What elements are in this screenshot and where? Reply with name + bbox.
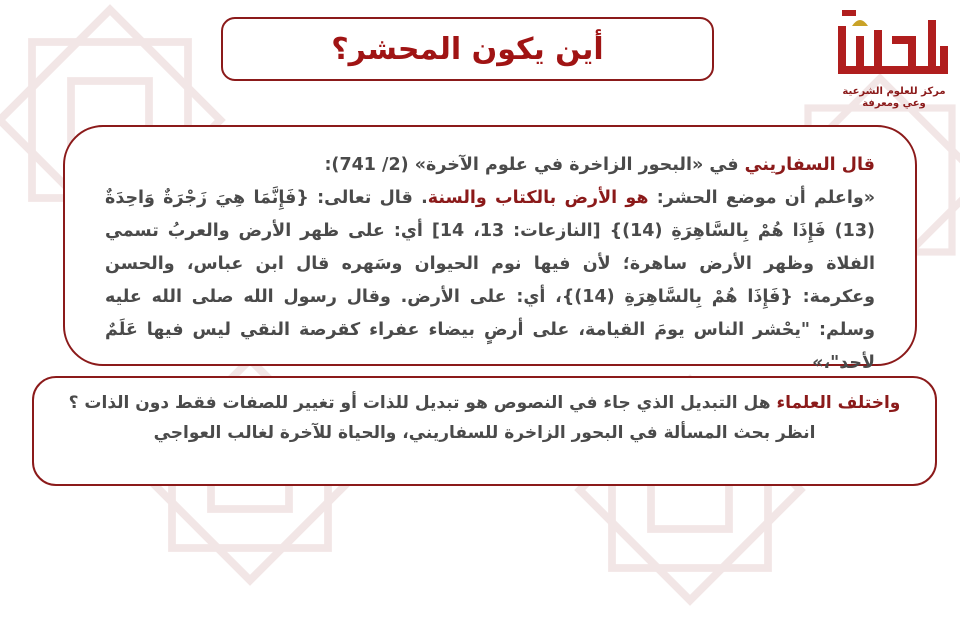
quote-body: . قال تعالى: {فَإِنَّمَا هِيَ زَجْرَةٌ وَاحِدَةٌ (13) فَإِذَا هُمْ بِالسَّاهِرَةِ (14)} [النازعات: 13، 14] أي: على ظهر الأرض والعربُ تسمي الفلاة وظهر الأرض ساهرة؛ لأن فيها نوم الحيوان وسَهره قال ابن عباس، والحسن وعكرمة: {فَإِذَا هُمْ بِالسَّاهِرَةِ (14)}، أي: على الأرض. وقال رسول الله صلى الله عليه وسلم: "يحْشر الناس يومَ القيامة، على أرضٍ بيضاء عفراء كقرصة النقي ليس فيها عَلَمٌ لأحد"،» xyxy=(105,188,875,373)
page-title: أين يكون المحشر؟ xyxy=(331,31,604,67)
quote-highlight: هو الأرض بالكتاب والسنة xyxy=(427,188,649,208)
quote-intro-highlight: قال السفاريني xyxy=(744,155,875,175)
note-box xyxy=(32,376,937,486)
logo-mark-icon xyxy=(832,6,956,86)
note-highlight: واختلف العلماء xyxy=(776,393,901,413)
logo-subtitle-line-1: مركز للعلوم الشرعية xyxy=(842,86,946,97)
note-text: هل التبديل الذي جاء في النصوص هو تبديل للذات أو تغيير للصفات فقط دون الذات ؟ xyxy=(68,393,777,413)
logo-subtitle-line-2: وعي ومعرفة xyxy=(862,98,926,109)
quote-intro-text: في «البحور الزاخرة في علوم الآخرة» (2/ 741): xyxy=(324,155,745,175)
quote-box xyxy=(63,125,917,373)
note-reference: انظر بحث المسألة في البحور الزاخرة للسفاريني، والحياة للآخرة لغالب العواجي xyxy=(153,423,816,443)
quote-paragraph xyxy=(105,149,875,380)
note-paragraph xyxy=(64,388,905,418)
quote-line-start: «واعلم أن موضع الحشر: xyxy=(648,188,876,208)
logo-subtitle xyxy=(832,86,956,110)
title-box xyxy=(221,17,714,81)
